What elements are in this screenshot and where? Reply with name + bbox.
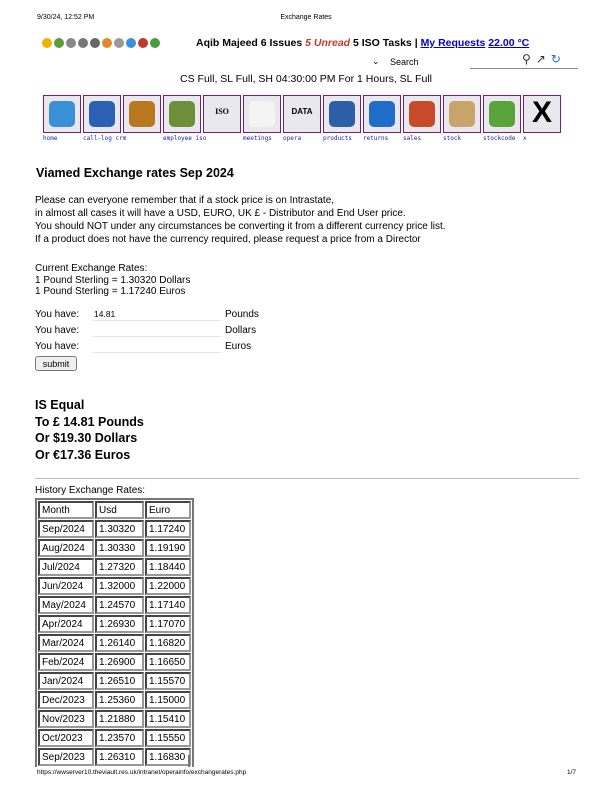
table-row bbox=[38, 634, 191, 652]
result-line: To £ 14.81 Pounds bbox=[35, 414, 144, 429]
euro-cell: 1.17140 bbox=[145, 596, 191, 614]
shift-status: CS Full, SL Full, SH 04:30:00 PM For 1 Hours, SL Full bbox=[180, 73, 432, 85]
nav-tile-text: ISO bbox=[215, 107, 229, 116]
submit-button[interactable]: submit bbox=[35, 356, 77, 371]
house-icon[interactable] bbox=[43, 95, 81, 133]
nav-label[interactable]: employee iso bbox=[163, 135, 207, 142]
nav-label[interactable]: returns bbox=[363, 135, 389, 142]
print-datetime: 9/30/24, 12:52 PM bbox=[37, 14, 95, 21]
people-icon[interactable] bbox=[163, 95, 201, 133]
euro-cell: 1.16830 bbox=[145, 748, 191, 766]
currency-notice bbox=[35, 194, 575, 246]
nav-item[interactable] bbox=[163, 95, 207, 142]
page-number: 1/7 bbox=[566, 769, 576, 776]
euros-input[interactable] bbox=[92, 339, 221, 353]
euros-unit: Euros bbox=[225, 340, 252, 352]
nav-item[interactable] bbox=[323, 95, 361, 142]
euro-cell: 1.15000 bbox=[145, 691, 191, 709]
dollars-row bbox=[35, 322, 259, 338]
phone-icon[interactable] bbox=[83, 95, 121, 133]
usd-cell: 1.26140 bbox=[95, 634, 144, 652]
notice-line: in almost all cases it will have a USD, EURO, UK £ - Distributor and End User price. bbox=[35, 208, 406, 219]
table-row bbox=[38, 710, 191, 728]
table-row bbox=[38, 520, 191, 538]
unread-count[interactable]: 5 Unread bbox=[305, 37, 351, 49]
usd-rate: 1 Pound Sterling = 1.30320 Dollars bbox=[35, 274, 191, 286]
usd-cell: 1.26510 bbox=[95, 672, 144, 690]
nav-item[interactable] bbox=[43, 95, 81, 142]
nav-tile-text: DATA bbox=[291, 107, 313, 116]
book-icon[interactable] bbox=[483, 95, 521, 133]
month-cell: Mar/2024 bbox=[38, 634, 94, 652]
issues-count[interactable]: 6 Issues bbox=[260, 37, 303, 49]
toolbar-icon[interactable] bbox=[54, 38, 64, 48]
table-row bbox=[38, 558, 191, 576]
nav-item[interactable] bbox=[83, 95, 127, 142]
result-line: Or $19.30 Dollars bbox=[35, 431, 138, 445]
close-x-icon[interactable] bbox=[523, 95, 561, 133]
nav-item[interactable] bbox=[363, 95, 401, 142]
nav-item[interactable] bbox=[203, 95, 241, 142]
user-name[interactable]: Aqib Majeed bbox=[196, 37, 258, 49]
usd-cell: 1.30320 bbox=[95, 520, 144, 538]
month-cell: Oct/2023 bbox=[38, 729, 94, 747]
history-body bbox=[38, 520, 191, 766]
opera-data-icon[interactable] bbox=[283, 95, 321, 133]
current-rates bbox=[35, 263, 190, 298]
nav-item[interactable] bbox=[123, 95, 161, 142]
external-link-icon[interactable]: ↗ bbox=[535, 52, 546, 66]
nav-label[interactable]: call-log crm bbox=[83, 135, 127, 142]
search-icon[interactable]: ⚲ bbox=[522, 52, 531, 66]
section-divider bbox=[35, 478, 579, 479]
notice-line: Please can everyone remember that if a stock price is on Intrastate, bbox=[35, 195, 335, 206]
toolbar-icon[interactable] bbox=[102, 38, 112, 48]
euro-cell: 1.15550 bbox=[145, 729, 191, 747]
document-pen-icon[interactable] bbox=[243, 95, 281, 133]
top-toolbar bbox=[0, 36, 612, 52]
usd-cell: 1.27320 bbox=[95, 558, 144, 576]
nav-glyph bbox=[489, 101, 515, 127]
table-row bbox=[38, 691, 191, 709]
euro-cell: 1.15570 bbox=[145, 672, 191, 690]
dollars-input[interactable] bbox=[92, 323, 221, 337]
pounds-unit: Pounds bbox=[225, 308, 259, 320]
toolbar-icon[interactable] bbox=[126, 38, 136, 48]
euro-cell: 1.15410 bbox=[145, 710, 191, 728]
converter-form bbox=[35, 306, 259, 371]
euro-cell: 1.17070 bbox=[145, 615, 191, 633]
euro-cell: 1.19190 bbox=[145, 539, 191, 557]
nav-item[interactable] bbox=[283, 95, 321, 142]
usd-cell: 1.26900 bbox=[95, 653, 144, 671]
search-button[interactable]: Search bbox=[390, 57, 419, 67]
return-arrow-icon[interactable] bbox=[363, 95, 401, 133]
month-cell: Nov/2023 bbox=[38, 710, 94, 728]
toolbar-icon[interactable] bbox=[66, 38, 76, 48]
nav-label[interactable]: products bbox=[323, 135, 352, 142]
euro-cell: 1.17240 bbox=[145, 520, 191, 538]
usd-cell: 1.23570 bbox=[95, 729, 144, 747]
nav-label[interactable]: meetings bbox=[243, 135, 272, 142]
nav-glyph bbox=[329, 101, 355, 127]
page-title: Viamed Exchange rates Sep 2024 bbox=[36, 166, 234, 180]
gears-icon[interactable] bbox=[323, 95, 361, 133]
print-url: https://wwserver10.theviault.res.uk/intranet/operainfo/exchangerates.php bbox=[37, 769, 247, 776]
nav-glyph bbox=[49, 101, 75, 127]
nav-tile-text: X bbox=[531, 96, 552, 129]
month-cell: Apr/2024 bbox=[38, 615, 94, 633]
euro-cell: 1.16820 bbox=[145, 634, 191, 652]
dollars-unit: Dollars bbox=[225, 324, 257, 336]
usd-cell: 1.21880 bbox=[95, 710, 144, 728]
month-cell: Jan/2024 bbox=[38, 672, 94, 690]
toolbar-icon[interactable] bbox=[90, 38, 100, 48]
my-requests-link[interactable]: My Requests bbox=[420, 37, 486, 49]
print-title: Exchange Rates bbox=[280, 14, 332, 21]
pounds-input[interactable] bbox=[92, 307, 221, 321]
current-rates-label: Current Exchange Rates: bbox=[35, 263, 148, 274]
toolbar-icon[interactable] bbox=[150, 38, 160, 48]
month-cell: Sep/2023 bbox=[38, 748, 94, 766]
status-line bbox=[196, 37, 529, 49]
month-cell: Dec/2023 bbox=[38, 691, 94, 709]
nav-label[interactable]: sales bbox=[403, 135, 422, 142]
search-dropdown-icon[interactable]: ⌄ bbox=[372, 56, 380, 66]
history-table bbox=[35, 498, 194, 767]
nav-label[interactable]: home bbox=[43, 135, 58, 142]
nav-item[interactable] bbox=[403, 95, 441, 142]
toolbar-icon[interactable] bbox=[78, 38, 88, 48]
sales-chart-icon[interactable] bbox=[403, 95, 441, 133]
month-cell: Sep/2024 bbox=[38, 520, 94, 538]
euro-rate: 1 Pound Sterling = 1.17240 Euros bbox=[35, 286, 186, 297]
toolbar-icon[interactable] bbox=[114, 38, 124, 48]
usd-cell: 1.30330 bbox=[95, 539, 144, 557]
nav-glyph bbox=[89, 101, 115, 127]
nav-glyph bbox=[129, 101, 155, 127]
table-row bbox=[38, 539, 191, 557]
table-row bbox=[38, 653, 191, 671]
nav-label[interactable]: opera bbox=[283, 135, 302, 142]
pounds-label: You have: bbox=[35, 308, 80, 320]
result-line: Or €17.36 Euros bbox=[35, 447, 131, 462]
history-label: History Exchange Rates: bbox=[35, 485, 146, 496]
euros-label: You have: bbox=[35, 340, 80, 352]
history-header-row bbox=[38, 501, 191, 519]
usd-cell: 1.32000 bbox=[95, 577, 144, 595]
box-icon[interactable] bbox=[443, 95, 481, 133]
usd-header: Usd bbox=[95, 501, 144, 519]
nav-glyph bbox=[369, 101, 395, 127]
month-cell: Jun/2024 bbox=[38, 577, 94, 595]
history-table-continuation bbox=[35, 755, 190, 767]
table-row bbox=[38, 596, 191, 614]
nav-label[interactable]: stockcode bbox=[483, 135, 516, 142]
status-separator: | bbox=[414, 37, 418, 49]
nav-label[interactable]: x bbox=[523, 135, 527, 142]
nav-glyph bbox=[449, 101, 475, 127]
toolbar-icon[interactable] bbox=[138, 38, 148, 48]
euro-cell: 1.18440 bbox=[145, 558, 191, 576]
notice-line: If a product does not have the currency required, please request a price from a Director bbox=[35, 234, 421, 245]
pounds-row bbox=[35, 306, 259, 322]
nav-item[interactable] bbox=[523, 95, 561, 142]
toolbar-icons bbox=[42, 38, 160, 50]
euros-row bbox=[35, 338, 259, 354]
usd-cell: 1.24570 bbox=[95, 596, 144, 614]
usd-cell: 1.26310 bbox=[95, 748, 144, 766]
month-cell: May/2024 bbox=[38, 596, 94, 614]
euro-cell: 1.22000 bbox=[145, 577, 191, 595]
toolbar-divider bbox=[470, 68, 578, 69]
temperature-link[interactable]: 22.00 °C bbox=[488, 37, 530, 49]
euro-cell: 1.16650 bbox=[145, 653, 191, 671]
table-row bbox=[38, 729, 191, 747]
iso-logo-icon[interactable] bbox=[203, 95, 241, 133]
conversion-result bbox=[35, 397, 144, 463]
tool-icons bbox=[522, 52, 561, 66]
usd-cell: 1.26930 bbox=[95, 615, 144, 633]
notice-line: You should NOT under any circumstances be converting it from a different currency price list. bbox=[35, 221, 446, 232]
nav-item[interactable] bbox=[243, 95, 281, 142]
print-header bbox=[0, 14, 612, 26]
result-line: IS Equal bbox=[35, 398, 85, 412]
iso-tasks-count[interactable]: 5 ISO Tasks bbox=[353, 37, 412, 49]
refresh-icon[interactable]: ↻ bbox=[550, 52, 561, 66]
nav-item[interactable] bbox=[443, 95, 481, 142]
nav-label[interactable]: stock bbox=[443, 135, 462, 142]
month-cell: Aug/2024 bbox=[38, 539, 94, 557]
nav-item[interactable] bbox=[483, 95, 521, 142]
cash-register-icon[interactable] bbox=[123, 95, 161, 133]
table-row bbox=[38, 615, 191, 633]
table-row bbox=[38, 577, 191, 595]
dollars-label: You have: bbox=[35, 324, 80, 336]
table-row bbox=[38, 672, 191, 690]
usd-cell: 1.25360 bbox=[95, 691, 144, 709]
nav-glyph bbox=[169, 101, 195, 127]
euro-header: Euro bbox=[145, 501, 191, 519]
month-cell: Jul/2024 bbox=[38, 558, 94, 576]
nav-glyph bbox=[409, 101, 435, 127]
month-header: Month bbox=[38, 501, 94, 519]
main-nav bbox=[43, 95, 561, 142]
month-cell: Feb/2024 bbox=[38, 653, 94, 671]
toolbar-icon[interactable] bbox=[42, 38, 52, 48]
nav-glyph bbox=[249, 101, 275, 127]
